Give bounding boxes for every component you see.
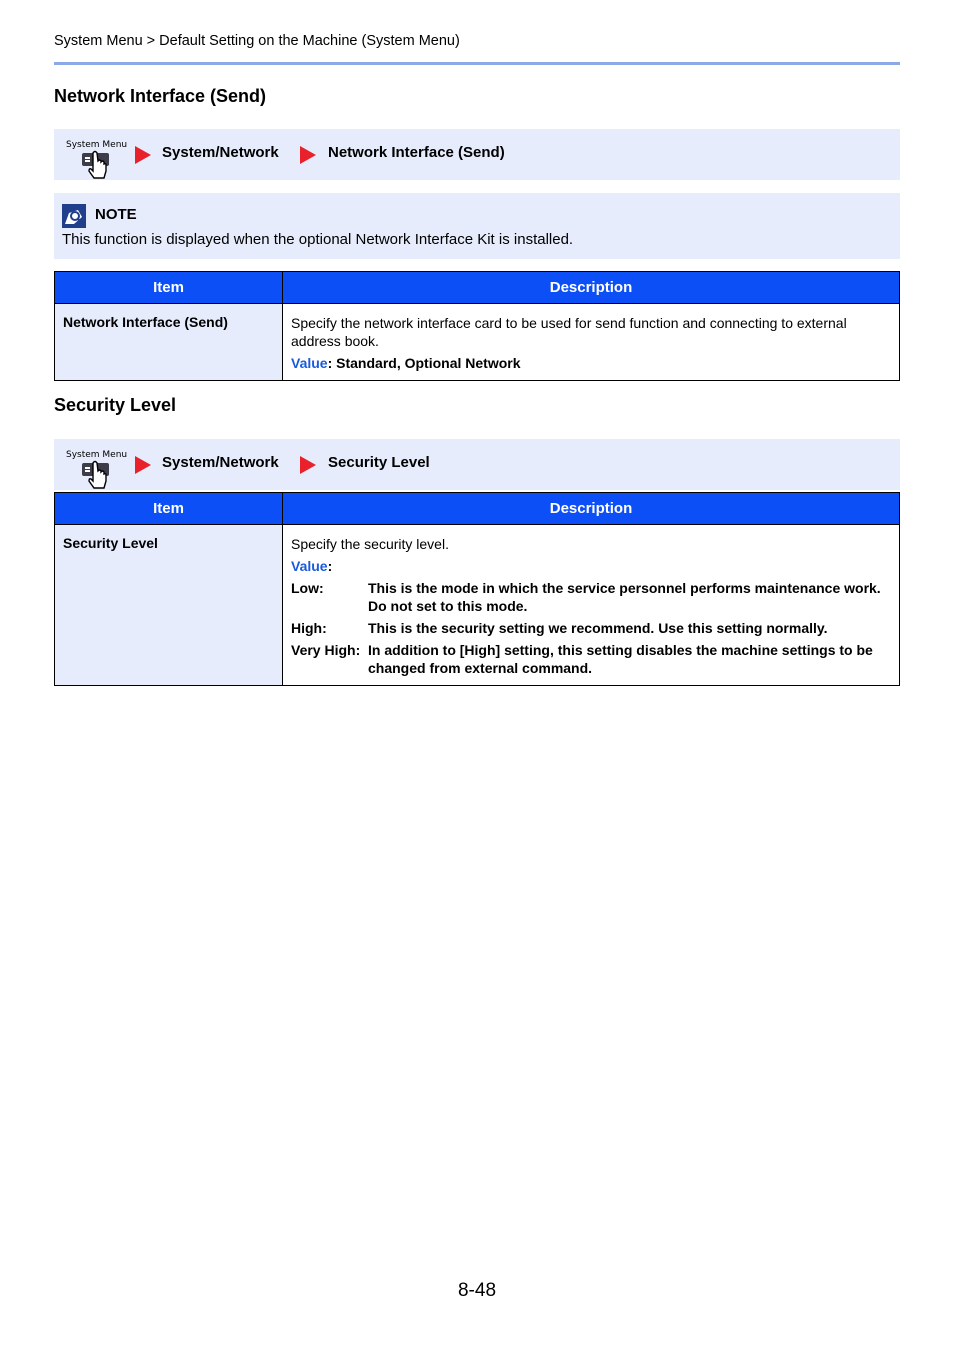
nav-arrow-icon: [135, 146, 151, 164]
svg-text:System Menu: System Menu: [66, 450, 128, 460]
description-cell: [283, 304, 900, 381]
value-label: Value: [291, 558, 328, 574]
option-low: [291, 579, 891, 615]
nav-arrow-icon: [135, 456, 151, 474]
option-description: This is the mode in which the service personnel performs maintenance work. Do not set to this mode.: [368, 580, 881, 614]
nav-step-system-network: System/Network: [162, 454, 279, 471]
value-line: [291, 354, 891, 372]
column-header-item: Item: [55, 493, 283, 525]
note-title: NOTE: [95, 206, 137, 223]
option-description: This is the security setting we recommend. Use this setting normally.: [368, 620, 828, 636]
column-header-description: Description: [283, 272, 900, 304]
value-options: : Standard, Optional Network: [327, 355, 521, 371]
option-key: High:: [291, 620, 327, 636]
option-key: Low:: [291, 580, 324, 596]
option-high: [291, 619, 891, 637]
note-icon: [62, 204, 86, 228]
system-menu-icon: [66, 138, 128, 180]
nav-path-security-level: [54, 439, 900, 490]
table-header-row: [55, 493, 900, 525]
note-box: [54, 193, 900, 259]
page-number: 8-48: [457, 1280, 497, 1301]
table-header-row: [55, 272, 900, 304]
nav-arrow-icon: [300, 146, 316, 164]
column-header-item: Item: [55, 272, 283, 304]
note-text: This function is displayed when the optional Network Interface Kit is installed.: [62, 231, 574, 248]
option-key: Very High:: [291, 642, 361, 658]
table-row: [55, 304, 900, 381]
svg-text:System Menu: System Menu: [66, 140, 128, 150]
option-very-high: [291, 641, 891, 677]
page-header-breadcrumb: System Menu > Default Setting on the Machine (System Menu): [54, 33, 460, 49]
table-row: [55, 525, 900, 686]
description-text: Specify the security level.: [291, 536, 449, 552]
description-text: Specify the network interface card to be used for send function and connecting to external address book.: [291, 315, 847, 349]
system-menu-icon: [66, 448, 128, 490]
item-cell: Network Interface (Send): [55, 304, 283, 381]
value-label: Value: [291, 355, 328, 371]
description-cell: [283, 525, 900, 686]
value-colon: :: [327, 558, 333, 574]
table-security-level: [54, 492, 900, 686]
section-title-security-level: Security Level: [54, 395, 177, 415]
option-description: In addition to [High] setting, this setting disables the machine settings to be changed from external command.: [368, 642, 873, 676]
nav-step-system-network: System/Network: [162, 144, 279, 161]
section-title-network-interface: Network Interface (Send): [54, 86, 267, 106]
item-cell: Security Level: [55, 525, 283, 686]
table-network-interface: [54, 271, 900, 381]
nav-arrow-icon: [300, 456, 316, 474]
header-rule: [54, 62, 900, 65]
nav-step-network-interface: Network Interface (Send): [328, 144, 505, 161]
nav-path-network-interface: [54, 129, 900, 180]
nav-step-security-level: Security Level: [328, 454, 430, 471]
value-line: [291, 557, 891, 575]
column-header-description: Description: [283, 493, 900, 525]
